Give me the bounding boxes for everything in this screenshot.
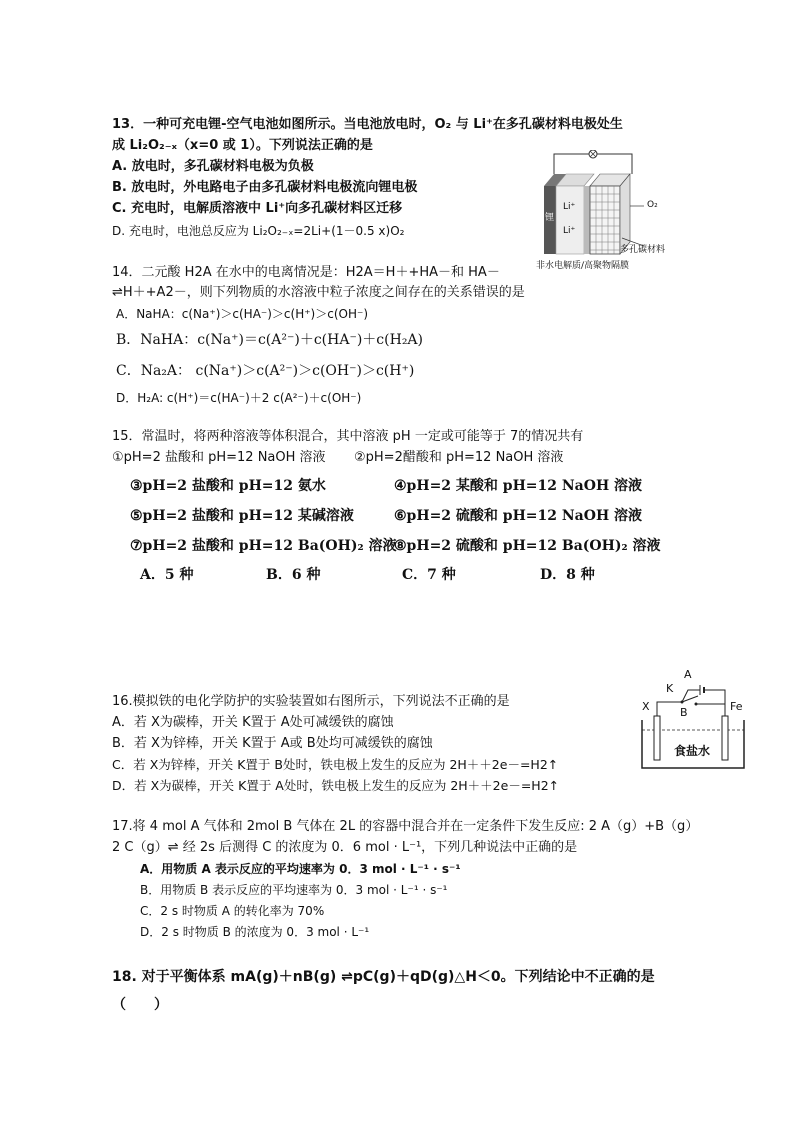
salt-water-label: 食盐水 [674,744,711,758]
q16-option-a: A．若 X为碳棒，开关 K置于 A处可减缓铁的腐蚀 [112,715,394,730]
q16-option-b: B．若 X为锌棒，开关 K置于 A或 B处均可减缓铁的腐蚀 [112,736,433,751]
q17-stem-line2: 2 C（g）⇌ 经 2s 后测得 C 的浓度为 0．6 mol · L⁻¹，下列几种说法中正确的是 [112,840,578,855]
q13-stem-line1: 13．一种可充电锂-空气电池如图所示。当电池放电时，O₂ 与 Li⁺在多孔碳材料电极处生 [112,117,623,132]
q13-stem-line2: 成 Li₂O₂₋ₓ（x=0 或 1）。下列说法正确的是 [112,138,373,153]
lithium-electrode-label: 锂 [545,213,555,223]
q17-option-c: C．2 s 时物质 A 的转化率为 70% [140,904,325,918]
iron-electrode-label: Fe [730,700,743,713]
li-ion-label-2: Li⁺ [563,226,576,236]
q14-stem-line1: 14．二元酸 H2A 在水中的电离情况是：H2A＝H＋+HA－和 HA－ [112,265,500,280]
membrane-caption: 非水电解质/高聚物隔膜 [536,261,630,271]
q16-option-c: C．若 X为锌棒，开关 K置于 B处时，铁电极上发生的反应为 2H＋＋2e－=H2↑ [112,757,559,772]
corrosion-apparatus-diagram [636,668,752,772]
q15-item-5: ⑤pH=2 盐酸和 pH=12 某碱溶液 [130,508,354,524]
q15-option-c: C．7 种 [402,567,456,583]
q13-option-c: C. 充电时，电解质溶液中 Li⁺向多孔碳材料区迁移 [112,201,403,216]
q16-option-d: D．若 X为碳棒，开关 K置于 A处时，铁电极上发生的反应为 2H＋＋2e－=H2↑ [112,778,560,793]
q14-option-c: C．Na₂A： c(Na⁺)＞c(A²⁻)＞c(OH⁻)＞c(H⁺) [116,363,415,379]
q17-option-d: D．2 s 时物质 B 的浓度为 0．3 mol · L⁻¹ [140,925,370,939]
q13-option-b: B. 放电时，外电路电子由多孔碳材料电极流向锂电极 [112,180,418,195]
q14-option-a: A．NaHA：c(Na⁺)＞c(HA⁻)＞c(H⁺)＞c(OH⁻) [116,307,369,321]
q15-item-1: ①pH=2 盐酸和 pH=12 NaOH 溶液 [112,450,326,465]
q14-option-d: D．H₂A: c(H⁺)＝c(HA⁻)＋2 c(A²⁻)＋c(OH⁻) [116,391,362,405]
q15-item-8: ⑧pH=2 硫酸和 pH=12 Ba(OH)₂ 溶液 [394,538,661,554]
switch-k-label: K [666,682,674,695]
q14-stem-line2: ⇌H＋+A2－，则下列物质的水溶液中粒子浓度之间存在的关系错误的是 [112,285,525,300]
battery-diagram [532,150,687,272]
porous-carbon-label: 多孔碳材料 [620,245,666,255]
switch-position-a-label: A [684,668,692,681]
q18-stem-line1: 18. 对于平衡体系 mA(g)＋nB(g) ⇌pC(g)＋qD(g)△H＜0。下列结论中不正确的是 [112,969,655,985]
q15-stem: 15．常温时，将两种溶液等体积混合，其中溶液 pH 一定或可能等于 7的情况共有 [112,429,584,444]
q15-option-d: D．8 种 [540,567,595,583]
q17-option-b: B．用物质 B 表示反应的平均速率为 0．3 mol · L⁻¹ · s⁻¹ [140,883,448,897]
q17-stem-line1: 17.将 4 mol A 气体和 2mol B 气体在 2L 的容器中混合并在一定条件下发生反应: 2 A（g）+B（g） [112,819,699,834]
li-ion-label-1: Li⁺ [563,202,576,212]
q15-item-7: ⑦pH=2 盐酸和 pH=12 Ba(OH)₂ 溶液 [130,538,397,554]
oxygen-label: O₂ [647,200,658,210]
q16-stem: 16.模拟铁的电化学防护的实验装置如右图所示，下列说法不正确的是 [112,694,510,709]
q13-option-d: D. 充电时，电池总反应为 Li₂O₂₋ₓ=2Li+(1－0.5 x)O₂ [112,224,405,238]
q17-option-a: A．用物质 A 表示反应的平均速率为 0．3 mol · L⁻¹ · s⁻¹ [140,862,461,876]
q13-option-a: A. 放电时，多孔碳材料电极为负极 [112,159,314,174]
q15-option-b: B．6 种 [266,567,321,583]
q15-option-a: A．5 种 [140,567,194,583]
q14-option-b: B．NaHA：c(Na⁺)＝c(A²⁻)＋c(HA⁻)＋c(H₂A) [116,332,424,348]
q18-stem-line2: （ ） [112,997,168,1013]
q15-item-6: ⑥pH=2 硫酸和 pH=12 NaOH 溶液 [394,508,643,524]
q15-item-3: ③pH=2 盐酸和 pH=12 氨水 [130,478,326,494]
switch-position-b-label: B [680,706,688,719]
electrode-x-label: X [642,700,650,713]
q15-item-4: ④pH=2 某酸和 pH=12 NaOH 溶液 [394,478,643,494]
q15-item-2: ②pH=2醋酸和 pH=12 NaOH 溶液 [354,450,564,465]
